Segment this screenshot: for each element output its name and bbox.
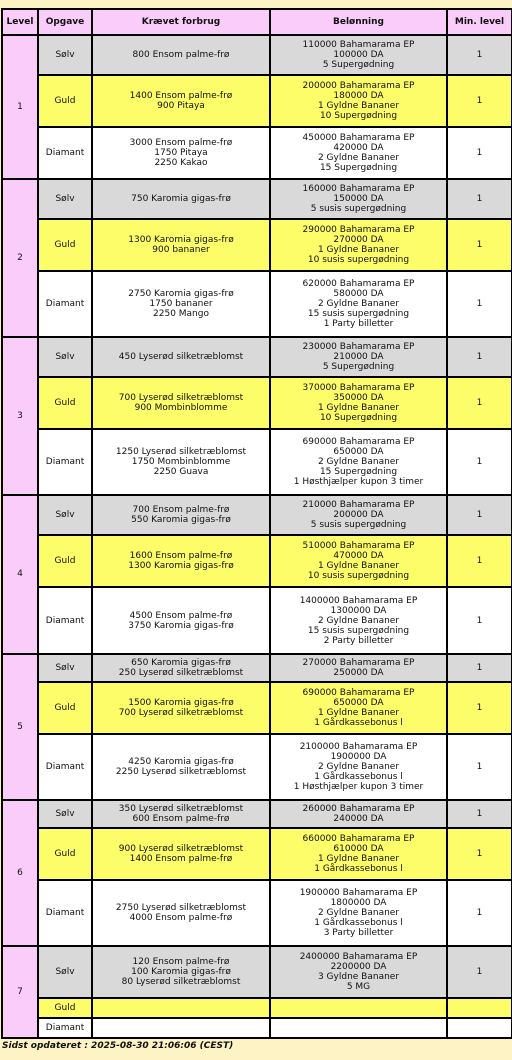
required-cell: 450 Lyserød silketræblomst (92, 337, 270, 377)
required-cell: 650 Karomia gigas-frø 250 Lyserød silketræblomst (92, 654, 270, 682)
table-row (2, 734, 512, 800)
level-cell: 4 (2, 495, 38, 653)
min-level-cell: 1 (447, 35, 512, 75)
task-cell: Diamant (38, 127, 92, 179)
required-cell: 1250 Lyserød silketræblomst 1750 Mombinblomme 2250 Guava (92, 429, 270, 495)
reward-cell: 270000 Bahamarama EP 250000 DA (270, 654, 447, 682)
required-cell: 3000 Ensom palme-frø 1750 Pitaya 2250 Kakao (92, 127, 270, 179)
reward-cell: 450000 Bahamarama EP 420000 DA 2 Gyldne Bananer 15 Supergødning (270, 127, 447, 179)
task-cell: Diamant (38, 587, 92, 653)
reward-cell: 370000 Bahamarama EP 350000 DA 1 Gyldne Bananer 10 Supergødning (270, 377, 447, 429)
header-level: Level (2, 9, 38, 35)
table-row (2, 880, 512, 946)
task-cell: Guld (38, 682, 92, 734)
min-level-cell: 1 (447, 429, 512, 495)
task-cell: Sølv (38, 337, 92, 377)
task-cell: Sølv (38, 654, 92, 682)
reward-cell: 1900000 Bahamarama EP 1800000 DA 2 Gyldne Bananer 1 Gårdkassebonus l 3 Party billetter (270, 880, 447, 946)
required-cell: 2750 Lyserød silketræblomst 4000 Ensom palme-frø (92, 880, 270, 946)
reward-cell: 230000 Bahamarama EP 210000 DA 5 Supergødning (270, 337, 447, 377)
header-task: Opgave (38, 9, 92, 35)
table-row (2, 654, 512, 682)
min-level-cell: 1 (447, 75, 512, 127)
required-cell: 1600 Ensom palme-frø 1300 Karomia gigas-frø (92, 535, 270, 587)
reward-cell: 510000 Bahamarama EP 470000 DA 1 Gyldne Bananer 10 susis supergødning (270, 535, 447, 587)
min-level-cell: 1 (447, 800, 512, 828)
task-cell: Diamant (38, 271, 92, 337)
reward-cell: 290000 Bahamarama EP 270000 DA 1 Gyldne Bananer 10 susis supergødning (270, 219, 447, 271)
min-level-cell: 1 (447, 734, 512, 800)
reward-cell: 200000 Bahamarama EP 180000 DA 1 Gyldne Bananer 10 Supergødning (270, 75, 447, 127)
task-cell: Sølv (38, 179, 92, 219)
task-cell: Guld (38, 219, 92, 271)
reward-cell: 160000 Bahamarama EP 150000 DA 5 susis supergødning (270, 179, 447, 219)
required-cell: 2750 Karomia gigas-frø 1750 bananer 2250 Mango (92, 271, 270, 337)
min-level-cell: 1 (447, 127, 512, 179)
min-level-cell: 1 (447, 271, 512, 337)
table-row (2, 587, 512, 653)
table-row (2, 179, 512, 219)
required-cell: 1300 Karomia gigas-frø 900 bananer (92, 219, 270, 271)
table-row (2, 127, 512, 179)
level-cell: 6 (2, 800, 38, 946)
min-level-cell: 1 (447, 377, 512, 429)
task-cell: Guld (38, 828, 92, 880)
table-body (2, 35, 512, 1038)
task-cell: Diamant (38, 1018, 92, 1038)
header-reward: Belønning (270, 9, 447, 35)
reward-cell: 2400000 Bahamarama EP 2200000 DA 3 Gyldne Bananer 5 MG (270, 946, 447, 998)
table-row (2, 800, 512, 828)
reward-cell: 1400000 Bahamarama EP 1300000 DA 2 Gyldne Bananer 15 susis supergødning 2 Party billetter (270, 587, 447, 653)
header-row (2, 9, 512, 35)
reward-cell: 690000 Bahamarama EP 650000 DA 2 Gyldne Bananer 15 Supergødning 1 Høsthjælper kupon 3 timer (270, 429, 447, 495)
min-level-cell: 1 (447, 587, 512, 653)
required-cell: 350 Lyserød silketræblomst 600 Ensom palme-frø (92, 800, 270, 828)
level-cell: 1 (2, 35, 38, 179)
reward-cell (270, 998, 447, 1018)
level-cell: 5 (2, 654, 38, 800)
required-cell (92, 998, 270, 1018)
reward-cell (270, 1018, 447, 1038)
task-cell: Sølv (38, 495, 92, 535)
min-level-cell: 1 (447, 946, 512, 998)
reward-cell: 690000 Bahamarama EP 650000 DA 1 Gyldne Bananer 1 Gårdkassebonus l (270, 682, 447, 734)
task-cell: Guld (38, 75, 92, 127)
task-cell: Sølv (38, 800, 92, 828)
min-level-cell: 1 (447, 495, 512, 535)
last-updated: Sidst opdateret : 2025-08-30 21:06:06 (CEST) (2, 1041, 234, 1051)
table-row (2, 429, 512, 495)
required-cell: 120 Ensom palme-frø 100 Karomia gigas-frø 80 Lyserød silketræblomst (92, 946, 270, 998)
reward-cell: 620000 Bahamarama EP 580000 DA 2 Gyldne Bananer 15 susis supergødning 1 Party billetter (270, 271, 447, 337)
required-cell: 4500 Ensom palme-frø 3750 Karomia gigas-frø (92, 587, 270, 653)
task-cell: Guld (38, 998, 92, 1018)
min-level-cell: 1 (447, 337, 512, 377)
reward-cell: 2100000 Bahamarama EP 1900000 DA 2 Gyldne Bananer 1 Gårdkassebonus l 1 Høsthjælper kupon 3 timer (270, 734, 447, 800)
min-level-cell: 1 (447, 880, 512, 946)
min-level-cell (447, 1018, 512, 1038)
task-cell: Diamant (38, 880, 92, 946)
min-level-cell: 1 (447, 654, 512, 682)
reward-cell: 660000 Bahamarama EP 610000 DA 1 Gyldne Bananer 1 Gårdkassebonus l (270, 828, 447, 880)
task-cell: Sølv (38, 35, 92, 75)
min-level-cell: 1 (447, 219, 512, 271)
table-row (2, 337, 512, 377)
level-cell: 3 (2, 337, 38, 495)
table-row (2, 998, 512, 1018)
table-row (2, 1018, 512, 1038)
required-cell: 700 Ensom palme-frø 550 Karomia gigas-frø (92, 495, 270, 535)
table-row (2, 377, 512, 429)
table-row (2, 682, 512, 734)
min-level-cell: 1 (447, 682, 512, 734)
min-level-cell (447, 998, 512, 1018)
table-row (2, 75, 512, 127)
task-cell: Guld (38, 377, 92, 429)
reward-cell: 260000 Bahamarama EP 240000 DA (270, 800, 447, 828)
required-cell: 4250 Karomia gigas-frø 2250 Lyserød silketræblomst (92, 734, 270, 800)
min-level-cell: 1 (447, 828, 512, 880)
reward-cell: 110000 Bahamarama EP 100000 DA 5 Supergødning (270, 35, 447, 75)
rewards-table (1, 8, 512, 1039)
table-row (2, 495, 512, 535)
task-cell: Diamant (38, 734, 92, 800)
reward-cell: 210000 Bahamarama EP 200000 DA 5 susis supergødning (270, 495, 447, 535)
table-row (2, 219, 512, 271)
header-required: Krævet forbrug (92, 9, 270, 35)
required-cell: 1500 Karomia gigas-frø 700 Lyserød silketræblomst (92, 682, 270, 734)
required-cell: 750 Karomia gigas-frø (92, 179, 270, 219)
required-cell: 900 Lyserød silketræblomst 1400 Ensom palme-frø (92, 828, 270, 880)
min-level-cell: 1 (447, 535, 512, 587)
header-min-level: Min. level (447, 9, 512, 35)
required-cell: 800 Ensom palme-frø (92, 35, 270, 75)
level-cell: 2 (2, 179, 38, 337)
required-cell (92, 1018, 270, 1038)
table-row (2, 535, 512, 587)
table-row (2, 35, 512, 75)
table-row (2, 828, 512, 880)
required-cell: 700 Lyserød silketræblomst 900 Mombinblomme (92, 377, 270, 429)
level-cell: 7 (2, 946, 38, 1038)
task-cell: Diamant (38, 429, 92, 495)
table-row (2, 946, 512, 998)
table-row (2, 271, 512, 337)
min-level-cell: 1 (447, 179, 512, 219)
required-cell: 1400 Ensom palme-frø 900 Pitaya (92, 75, 270, 127)
task-cell: Guld (38, 535, 92, 587)
task-cell: Sølv (38, 946, 92, 998)
